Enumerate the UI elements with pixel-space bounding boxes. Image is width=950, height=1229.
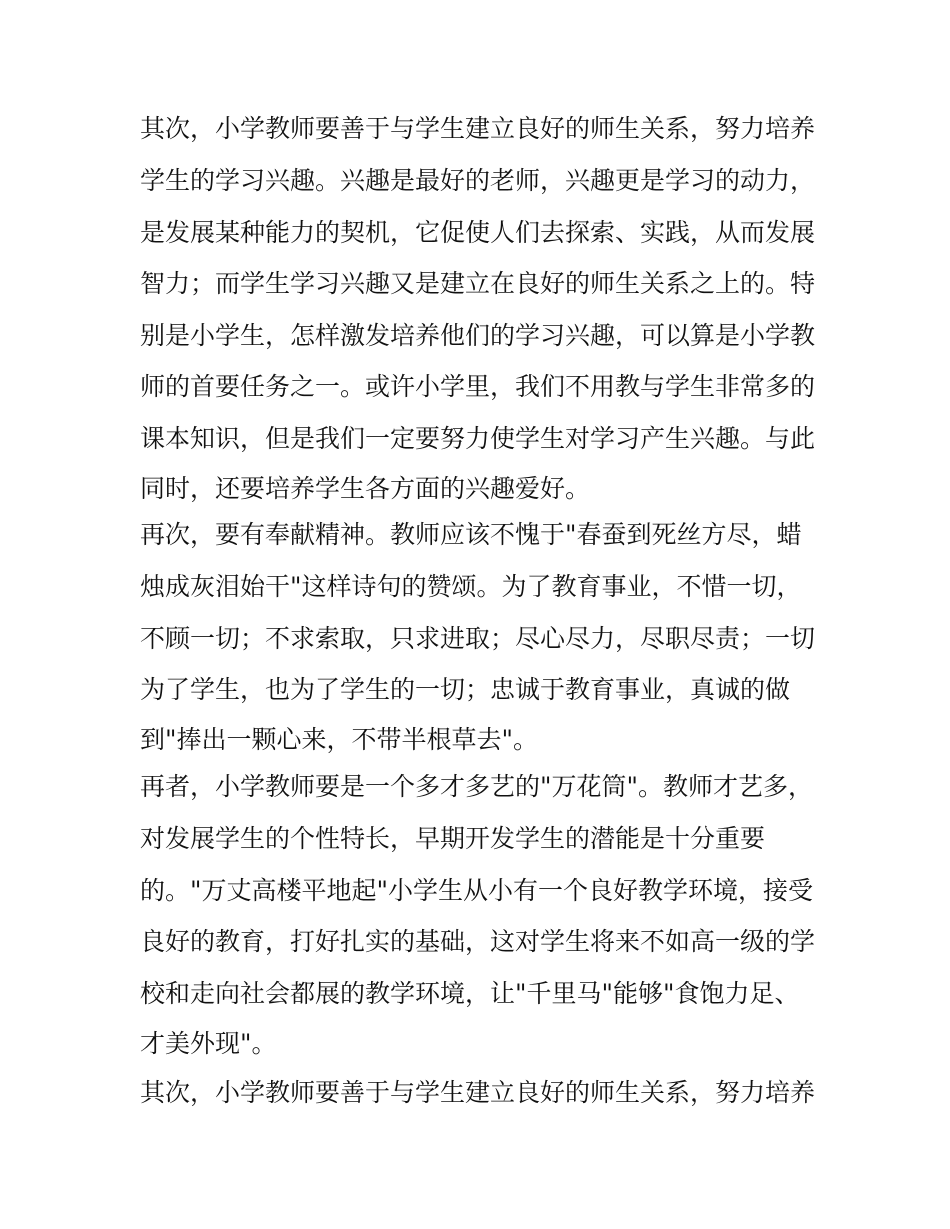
text-line: 师的首要任务之一。或许小学里，我们不用教与学生非常多的 bbox=[140, 372, 816, 401]
text-line: 学生的学习兴趣。兴趣是最好的老师，兴趣更是学习的动力， bbox=[140, 166, 816, 195]
text-line: 良好的教育，打好扎实的基础，这对学生将来不如高一级的学 bbox=[140, 927, 816, 956]
text-line: 是发展某种能力的契机，它促使人们去探索、实践，从而发展 bbox=[140, 218, 816, 247]
text-line: 课本知识，但是我们一定要努力使学生对学习产生兴趣。与此 bbox=[140, 424, 816, 453]
text-line: 其次，小学教师要善于与学生建立良好的师生关系，努力培养 bbox=[140, 1078, 816, 1107]
text-line: 同时，还要培养学生各方面的兴趣爱好。 bbox=[140, 474, 591, 503]
text-line: 校和走向社会都展的教学环境，让"千里马"能够"食饱力足、 bbox=[140, 979, 800, 1008]
text-line: 到"捧出一颗心来，不带半根草去"。 bbox=[140, 725, 538, 754]
text-line: 为了学生，也为了学生的一切；忠诚于教育事业，真诚的做 bbox=[140, 675, 791, 704]
text-line: 的。"万丈高楼平地起"小学生从小有一个良好教学环境，接受 bbox=[140, 876, 814, 905]
text-line: 对发展学生的个性特长，早期开发学生的潜能是十分重要 bbox=[140, 824, 766, 853]
text-line: 烛成灰泪始干"这样诗句的赞颂。为了教育事业，不惜一切， bbox=[140, 572, 802, 601]
text-line: 再者，小学教师要是一个多才多艺的"万花筒"。教师才艺多， bbox=[140, 772, 814, 801]
text-line: 智力；而学生学习兴趣又是建立在良好的师生关系之上的。特 bbox=[140, 269, 816, 298]
text-line: 不顾一切；不求索取，只求进取；尽心尽力，尽职尽责；一切 bbox=[140, 624, 816, 653]
text-line: 其次，小学教师要善于与学生建立良好的师生关系，努力培养 bbox=[140, 114, 816, 143]
text-line: 才美外现"。 bbox=[140, 1029, 277, 1058]
text-line: 别是小学生，怎样激发培养他们的学习兴趣，可以算是小学教 bbox=[140, 321, 816, 350]
text-line: 再次，要有奉献精神。教师应该不愧于"春蚕到死丝方尽，蜡 bbox=[140, 520, 802, 549]
